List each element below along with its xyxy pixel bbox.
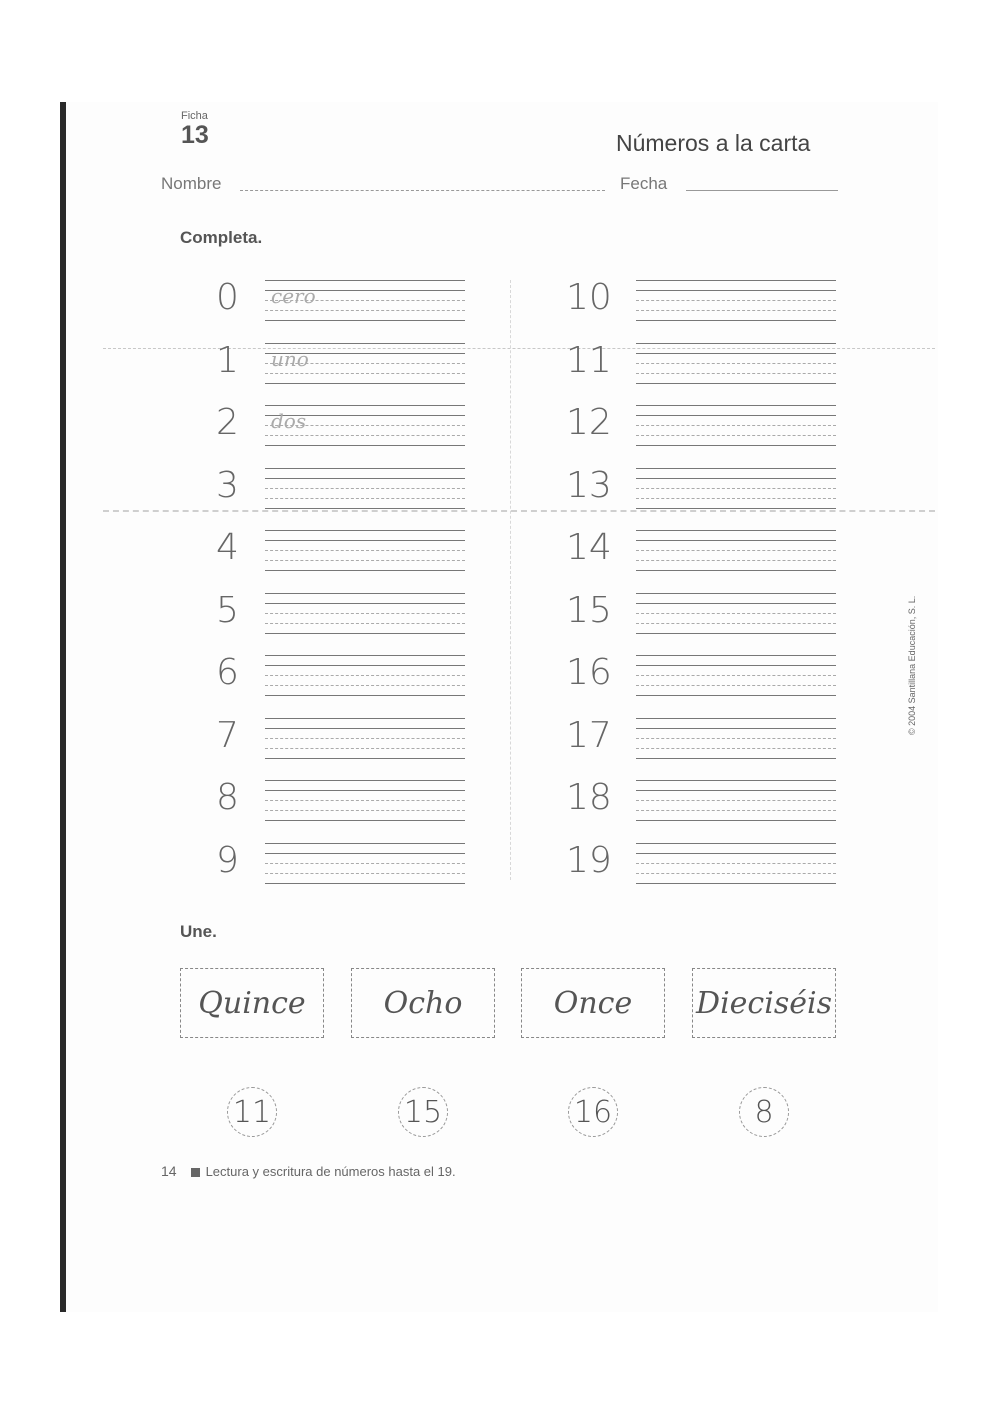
number-circle-15[interactable]: 15 bbox=[398, 1087, 448, 1137]
writing-lines[interactable] bbox=[265, 466, 465, 526]
ruled-line bbox=[636, 468, 836, 469]
ruled-line bbox=[636, 790, 836, 791]
ruled-line bbox=[265, 800, 465, 801]
ruled-line bbox=[265, 508, 465, 509]
ruled-line bbox=[636, 655, 836, 656]
writing-lines[interactable] bbox=[636, 653, 836, 713]
ruled-line bbox=[636, 873, 836, 874]
number-label: 13 bbox=[566, 464, 612, 506]
ruled-line bbox=[265, 863, 465, 864]
writing-lines[interactable] bbox=[265, 278, 465, 338]
ruled-line bbox=[636, 800, 836, 801]
ruled-line bbox=[636, 550, 836, 551]
name-label: Nombre bbox=[161, 174, 222, 193]
ruled-line bbox=[636, 623, 836, 624]
ruled-line bbox=[636, 383, 836, 384]
ruled-line bbox=[636, 478, 836, 479]
date-label: Fecha bbox=[620, 174, 668, 193]
ruled-line bbox=[636, 363, 836, 364]
ruled-line bbox=[636, 300, 836, 301]
number-label: 4 bbox=[216, 527, 239, 568]
ruled-line bbox=[636, 843, 836, 844]
ruled-line bbox=[265, 310, 465, 311]
ruled-line bbox=[636, 343, 836, 344]
ruled-line bbox=[636, 633, 836, 634]
ruled-line bbox=[636, 718, 836, 719]
ruled-line bbox=[636, 488, 836, 489]
footer-square-icon bbox=[191, 1168, 200, 1177]
ruled-line bbox=[265, 810, 465, 811]
writing-lines[interactable] bbox=[636, 403, 836, 463]
writing-lines[interactable] bbox=[636, 591, 836, 651]
writing-lines[interactable] bbox=[265, 778, 465, 838]
writing-lines[interactable] bbox=[636, 466, 836, 526]
traced-word: dos bbox=[271, 409, 307, 433]
ficha-label: Ficha bbox=[181, 110, 208, 122]
ruled-line bbox=[636, 695, 836, 696]
ruled-line bbox=[636, 665, 836, 666]
ruled-line bbox=[265, 435, 465, 436]
page-number: 14 bbox=[161, 1163, 177, 1179]
date-field[interactable] bbox=[686, 190, 838, 191]
number-label: 12 bbox=[566, 402, 612, 443]
traced-word: cero bbox=[271, 284, 316, 308]
number-label: 8 bbox=[216, 777, 239, 818]
number-label: 0 bbox=[216, 277, 239, 318]
ruled-line bbox=[636, 810, 836, 811]
ficha-number: 13 bbox=[181, 121, 209, 149]
number-circle-16[interactable]: 16 bbox=[568, 1087, 618, 1137]
ruled-line bbox=[265, 570, 465, 571]
ruled-line bbox=[265, 373, 465, 374]
ruled-line bbox=[265, 780, 465, 781]
writing-lines[interactable] bbox=[265, 653, 465, 713]
ruled-line bbox=[636, 415, 836, 416]
ruled-line bbox=[265, 675, 465, 676]
number-label: 10 bbox=[566, 277, 612, 318]
ruled-line bbox=[265, 655, 465, 656]
ruled-line bbox=[265, 843, 465, 844]
ruled-line bbox=[636, 603, 836, 604]
ruled-line bbox=[636, 883, 836, 884]
ruled-line bbox=[636, 758, 836, 759]
ruled-line bbox=[265, 468, 465, 469]
ruled-line bbox=[636, 570, 836, 571]
ruled-line bbox=[265, 488, 465, 489]
number-circle-11[interactable]: 11 bbox=[227, 1087, 277, 1137]
writing-lines[interactable] bbox=[636, 841, 836, 901]
ruled-line bbox=[636, 310, 836, 311]
ruled-line bbox=[265, 820, 465, 821]
writing-lines[interactable] bbox=[636, 778, 836, 838]
traced-word: uno bbox=[271, 346, 309, 371]
number-label: 1 bbox=[216, 339, 239, 381]
ruled-line bbox=[265, 530, 465, 531]
writing-lines[interactable] bbox=[265, 716, 465, 776]
number-label: 9 bbox=[216, 839, 239, 881]
ruled-line bbox=[265, 853, 465, 854]
writing-lines[interactable] bbox=[636, 341, 836, 401]
ruled-line bbox=[265, 445, 465, 446]
ruled-line bbox=[265, 603, 465, 604]
number-label: 7 bbox=[216, 714, 239, 756]
ruled-line bbox=[636, 445, 836, 446]
writing-lines[interactable] bbox=[265, 528, 465, 588]
ruled-line bbox=[636, 780, 836, 781]
ruled-line bbox=[636, 425, 836, 426]
page-title: Números a la carta bbox=[616, 130, 811, 156]
word-card-dieciseis[interactable]: Dieciséis bbox=[692, 968, 836, 1038]
writing-lines[interactable] bbox=[265, 591, 465, 651]
number-label: 17 bbox=[566, 714, 612, 756]
ruled-line bbox=[265, 383, 465, 384]
ruled-line bbox=[265, 540, 465, 541]
ruled-line bbox=[265, 873, 465, 874]
ruled-line bbox=[636, 530, 836, 531]
ruled-line bbox=[636, 593, 836, 594]
ruled-line bbox=[636, 540, 836, 541]
ruled-line bbox=[265, 280, 465, 281]
ruled-line bbox=[265, 633, 465, 634]
number-label: 5 bbox=[216, 589, 239, 631]
ruled-line bbox=[636, 560, 836, 561]
word-card-quince[interactable]: Quince bbox=[180, 968, 324, 1038]
ruled-line bbox=[636, 728, 836, 729]
ruled-line bbox=[265, 613, 465, 614]
ruled-line bbox=[265, 748, 465, 749]
ruled-line bbox=[265, 883, 465, 884]
ruled-line bbox=[636, 405, 836, 406]
number-label: 3 bbox=[216, 464, 239, 506]
ruled-line bbox=[636, 685, 836, 686]
ruled-line bbox=[265, 320, 465, 321]
copyright-notice: © 2004 Santillana Educación, S. L. bbox=[907, 595, 917, 735]
ruled-line bbox=[265, 665, 465, 666]
ruled-line bbox=[636, 748, 836, 749]
ruled-line bbox=[265, 623, 465, 624]
ruled-line bbox=[636, 675, 836, 676]
ruled-line bbox=[265, 343, 465, 344]
name-field[interactable] bbox=[240, 190, 605, 191]
ruled-line bbox=[636, 373, 836, 374]
number-label: 19 bbox=[566, 839, 612, 881]
number-label: 6 bbox=[216, 652, 239, 693]
number-label: 15 bbox=[566, 589, 612, 631]
writing-lines[interactable] bbox=[636, 716, 836, 776]
number-label: 11 bbox=[566, 339, 612, 381]
ruled-line bbox=[265, 498, 465, 499]
ruled-line bbox=[265, 728, 465, 729]
ruled-line bbox=[265, 550, 465, 551]
writing-lines[interactable] bbox=[636, 528, 836, 588]
match-heading: Une. bbox=[180, 922, 217, 941]
writing-lines[interactable] bbox=[636, 278, 836, 338]
writing-lines[interactable] bbox=[265, 841, 465, 901]
ruled-line bbox=[636, 820, 836, 821]
ruled-line bbox=[265, 593, 465, 594]
ruled-line bbox=[265, 478, 465, 479]
ruled-line bbox=[265, 718, 465, 719]
column-divider bbox=[510, 280, 511, 880]
ruled-line bbox=[636, 498, 836, 499]
number-circle-8[interactable]: 8 bbox=[739, 1087, 789, 1137]
footer-text: Lectura y escritura de números hasta el 19. bbox=[205, 1164, 456, 1179]
ruled-line bbox=[265, 685, 465, 686]
word-card-once[interactable]: Once bbox=[521, 968, 665, 1038]
ruled-line bbox=[636, 738, 836, 739]
ruled-line bbox=[265, 560, 465, 561]
ruled-line bbox=[265, 695, 465, 696]
writing-lines[interactable] bbox=[265, 341, 465, 401]
number-label: 2 bbox=[216, 402, 239, 443]
number-label: 16 bbox=[566, 652, 612, 693]
number-label: 18 bbox=[566, 777, 612, 818]
ruled-line bbox=[636, 435, 836, 436]
ruled-line bbox=[636, 863, 836, 864]
ruled-line bbox=[265, 758, 465, 759]
ruled-line bbox=[636, 280, 836, 281]
ruled-line bbox=[265, 790, 465, 791]
ruled-line bbox=[636, 353, 836, 354]
complete-heading: Completa. bbox=[180, 228, 263, 247]
ruled-line bbox=[265, 405, 465, 406]
ruled-line bbox=[265, 738, 465, 739]
ruled-line bbox=[636, 290, 836, 291]
word-card-ocho[interactable]: Ocho bbox=[351, 968, 495, 1038]
ruled-line bbox=[636, 320, 836, 321]
writing-lines[interactable] bbox=[265, 403, 465, 463]
ruled-line bbox=[636, 853, 836, 854]
number-label: 14 bbox=[566, 527, 612, 568]
ruled-line bbox=[636, 508, 836, 509]
ruled-line bbox=[636, 613, 836, 614]
footer bbox=[161, 1163, 456, 1179]
